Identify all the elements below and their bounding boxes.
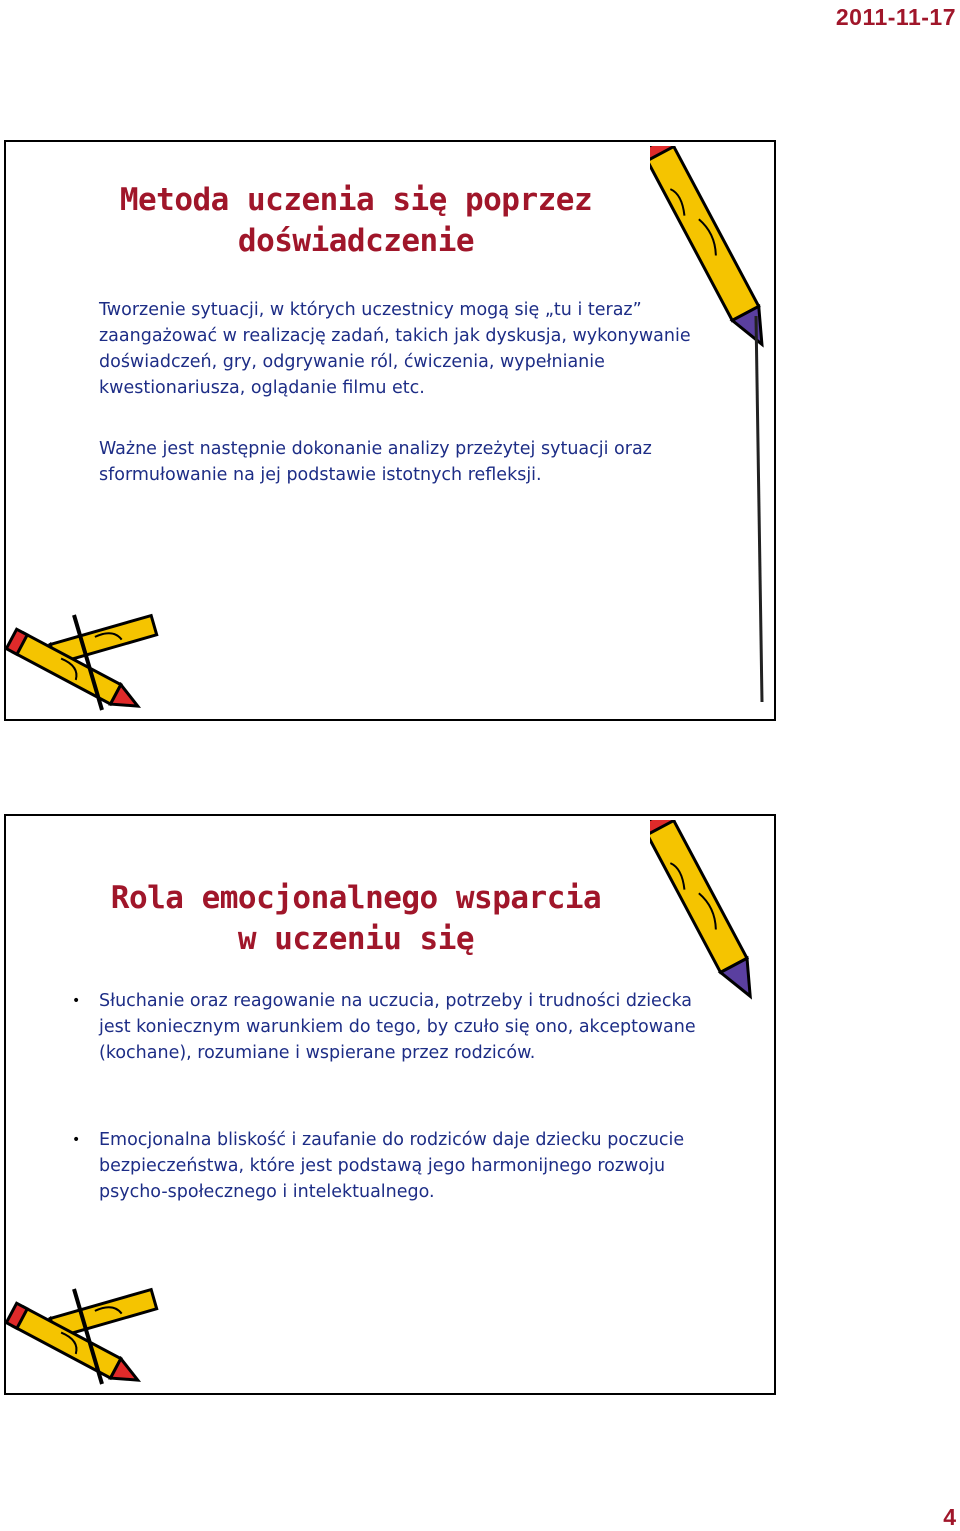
bullet-text: Emocjonalna bliskość i zaufanie do rodziców daje dziecku poczucie bezpieczeństwa, które jest podstawą jego harmonijnego rozwoju psycho-społecznego i intelektualnego. [99,1130,685,1202]
crossed-pencils-icon [2,605,167,715]
slide2-title-line1: Rola emocjonalnego wsparcia [110,880,602,916]
bullet-icon: • [72,993,81,1009]
crossed-pencils-icon [2,1279,167,1389]
page-number: 4 [943,1504,956,1530]
slide2-title [26,878,686,960]
pencil-icon [650,146,770,706]
list-item [72,988,709,1066]
slide-learning-through-experience [4,140,776,721]
bullet-text: Słuchanie oraz reagowanie na uczucia, potrzeby i trudności dziecka jest koniecznym warunkiem do tego, by czuło się ono, akceptowane (kochane), rozumiane i wspierane przez rodziców. [99,991,696,1063]
slide2-title-line2: w uczeniu się [237,921,475,957]
bullet-icon: • [72,1132,81,1148]
slide-emotional-support [4,814,776,1395]
slide1-paragraph-1: Tworzenie sytuacji, w których uczestnicy mogą się „tu i teraz” zaangażować w realizację zadań, takich jak dyskusja, wykonywanie doświadczeń, gry, odgrywanie ról, ćwiczenia, wypełnianie kwestionariusza, oglądanie filmu etc. [99,300,691,398]
list-item [72,1127,709,1205]
slide1-paragraph-2: Ważne jest następnie dokonanie analizy przeżytej sytuacji oraz sformułowanie na jej podstawie istotnych refleksji. [99,439,652,485]
slide1-title-line1: Metoda uczenia się poprzez [119,182,593,218]
pencil-icon [650,820,770,1020]
slide1-title [26,180,686,262]
slide1-title-line2: doświadczenie [237,223,475,259]
slide-date: 2011-11-17 [835,4,956,30]
